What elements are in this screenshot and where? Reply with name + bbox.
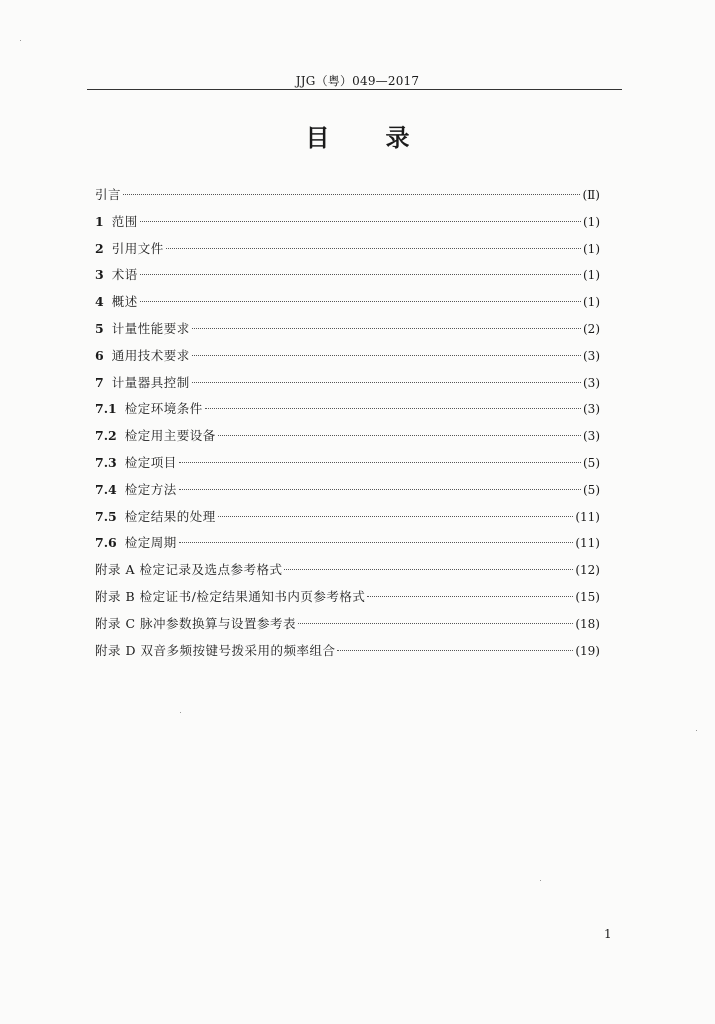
toc-entry[interactable] <box>95 262 600 289</box>
toc-entry-number: 7.1 <box>95 401 117 417</box>
toc-entry-page: (1) <box>583 295 600 310</box>
toc-leader-dots <box>284 569 573 570</box>
toc-entry-label: 检定项目 <box>124 454 177 470</box>
toc-entry-page: (1) <box>583 268 600 283</box>
toc-leader-dots <box>179 542 574 543</box>
toc-entry-number: 7.3 <box>95 454 117 470</box>
toc-entry-page: (3) <box>583 348 600 363</box>
toc-entry-label: 术语 <box>111 267 138 283</box>
toc-entry-page: (3) <box>583 375 600 390</box>
toc-entry[interactable] <box>95 396 600 423</box>
toc-entry-page: (5) <box>583 482 600 497</box>
toc-entry-page: (15) <box>575 589 600 604</box>
table-of-contents <box>95 182 600 664</box>
toc-leader-dots <box>140 301 581 302</box>
toc-entry[interactable] <box>95 584 600 611</box>
scan-speck <box>180 712 181 713</box>
toc-entry-label: 检定结果的处理 <box>124 508 216 524</box>
toc-entry-page: (5) <box>583 455 600 470</box>
toc-entry-page: (11) <box>575 536 600 551</box>
toc-entry[interactable] <box>95 289 600 316</box>
toc-leader-dots <box>192 328 581 329</box>
toc-entry[interactable] <box>95 638 600 665</box>
toc-entry-number: 6 <box>95 347 104 363</box>
toc-entry-page: (Ⅱ) <box>582 188 600 202</box>
toc-leader-dots <box>337 650 573 651</box>
toc-entry-page: (1) <box>583 241 600 256</box>
toc-leader-dots <box>179 462 581 463</box>
toc-entry-label: 检定方法 <box>124 481 177 497</box>
toc-entry[interactable] <box>95 450 600 477</box>
toc-entry-page: (12) <box>575 563 600 578</box>
page-number: 1 <box>604 927 612 941</box>
toc-leader-dots <box>140 221 581 222</box>
scan-speck <box>540 880 541 881</box>
toc-entry[interactable] <box>95 557 600 584</box>
toc-entry-number: 4 <box>95 294 104 310</box>
title-char-2: 录 <box>385 124 410 152</box>
toc-leader-dots <box>140 274 581 275</box>
standard-code-header: JJG（粤）049—2017 <box>295 74 420 88</box>
toc-leader-dots <box>205 408 581 409</box>
title-char-1: 目 <box>305 124 330 152</box>
toc-entry[interactable] <box>95 316 600 343</box>
toc-entry[interactable] <box>95 182 600 209</box>
toc-entry-number: 7 <box>95 374 104 390</box>
toc-entry[interactable] <box>95 530 600 557</box>
toc-entry-label: 附录 C 脉冲参数换算与设置参考表 <box>95 615 297 631</box>
toc-entry-label: 通用技术要求 <box>111 347 190 363</box>
toc-entry-page: (11) <box>575 509 600 524</box>
toc-leader-dots <box>192 355 581 356</box>
toc-entry-page: (19) <box>575 643 600 658</box>
toc-entry-number: 7.2 <box>95 428 117 444</box>
toc-entry-number: 7.4 <box>95 481 117 497</box>
toc-entry-page: (3) <box>583 402 600 417</box>
toc-entry-label: 附录 B 检定证书/检定结果通知书内页参考格式 <box>95 588 366 604</box>
toc-entry[interactable] <box>95 504 600 531</box>
toc-entry-number: 7.6 <box>95 535 117 551</box>
page-title <box>0 118 715 153</box>
scan-speck <box>696 730 697 731</box>
toc-entry[interactable] <box>95 611 600 638</box>
toc-entry-page: (1) <box>583 214 600 229</box>
toc-entry-label: 附录 D 双音多频按键号拨采用的频率组合 <box>95 642 336 658</box>
toc-leader-dots <box>192 382 581 383</box>
toc-entry-label: 概述 <box>111 294 138 310</box>
toc-entry[interactable] <box>95 423 600 450</box>
toc-entry-page: (2) <box>583 321 600 336</box>
toc-entry-label: 计量性能要求 <box>111 320 190 336</box>
toc-entry-label: 引用文件 <box>111 240 164 256</box>
toc-leader-dots <box>166 248 581 249</box>
toc-entry-label: 附录 A 检定记录及选点参考格式 <box>95 562 283 578</box>
toc-leader-dots <box>179 489 581 490</box>
toc-entry[interactable] <box>95 477 600 504</box>
toc-entry-number: 2 <box>95 240 104 256</box>
toc-entry-number: 3 <box>95 267 104 283</box>
toc-entry-label: 检定环境条件 <box>124 401 203 417</box>
toc-entry-label: 范围 <box>111 213 138 229</box>
toc-entry[interactable] <box>95 236 600 263</box>
scan-speck <box>20 40 21 41</box>
header-rule <box>87 89 622 90</box>
toc-entry-label: 检定用主要设备 <box>124 428 216 444</box>
toc-entry-number: 5 <box>95 320 104 336</box>
toc-entry[interactable] <box>95 370 600 397</box>
toc-entry[interactable] <box>95 343 600 370</box>
toc-leader-dots <box>298 623 573 624</box>
toc-entry-label: 引言 <box>95 187 122 202</box>
toc-entry-label: 计量器具控制 <box>111 374 190 390</box>
toc-entry-page: (3) <box>583 429 600 444</box>
toc-leader-dots <box>218 435 581 436</box>
toc-leader-dots <box>123 194 580 195</box>
toc-leader-dots <box>367 596 573 597</box>
toc-entry[interactable] <box>95 209 600 236</box>
toc-entry-page: (18) <box>575 616 600 631</box>
toc-entry-label: 检定周期 <box>124 535 177 551</box>
toc-entry-number: 1 <box>95 213 104 229</box>
toc-entry-number: 7.5 <box>95 508 117 524</box>
toc-leader-dots <box>218 516 574 517</box>
